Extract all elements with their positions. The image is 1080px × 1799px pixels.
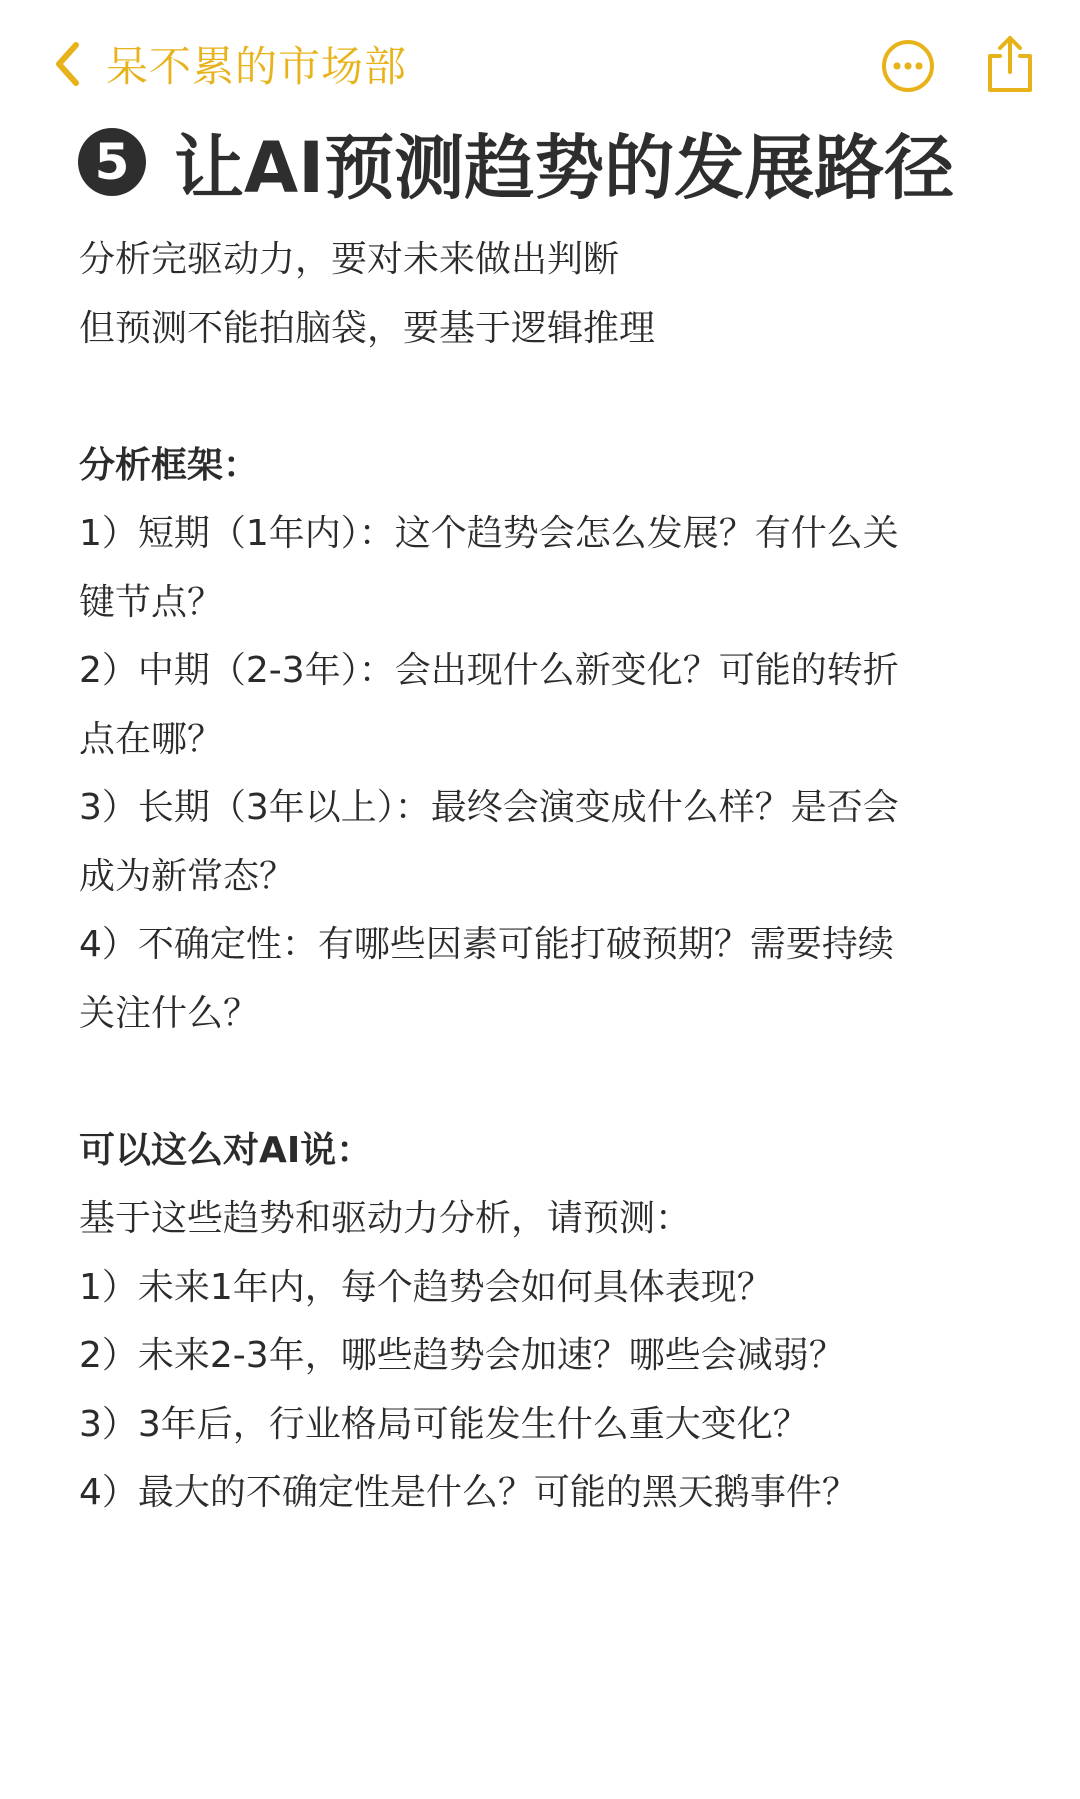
prompt-line: 4）最大的不确定性是什么？可能的黑天鹅事件？ xyxy=(79,1472,858,1513)
step-number-badge: 5 xyxy=(78,128,146,196)
more-button[interactable] xyxy=(880,38,936,94)
note-title xyxy=(78,118,955,209)
prompt-line: 基于这些趋势和驱动力分析，请预测： xyxy=(79,1198,692,1239)
blank-line xyxy=(79,363,1019,432)
framework-line: 成为新常态？ xyxy=(79,855,296,897)
framework-line: 点在哪？ xyxy=(79,718,224,760)
back-button[interactable] xyxy=(54,36,407,92)
prompt-line: 3）3年后，行业格局可能发生什么重大变化？ xyxy=(79,1403,809,1445)
framework-line: 1）短期（1年内）：这个趋势会怎么发展？有什么关 xyxy=(79,513,899,554)
prompt-line: 1）未来1年内，每个趋势会如何具体表现？ xyxy=(79,1266,773,1308)
page-title: 让AI预测趋势的发展路径 xyxy=(174,126,955,209)
framework-line: 2）中期（2-3年）：会出现什么新变化？可能的转折 xyxy=(79,650,899,691)
intro-line: 分析完驱动力，要对未来做出判断 xyxy=(79,239,620,280)
share-icon xyxy=(985,79,1035,98)
top-nav-bar xyxy=(0,0,1080,130)
chevron-left-icon xyxy=(54,40,82,88)
framework-line: 关注什么？ xyxy=(79,992,260,1034)
framework-line: 键节点？ xyxy=(79,581,224,623)
blank-line xyxy=(79,1048,1019,1117)
note-body xyxy=(79,226,1019,1528)
intro-line: 但预测不能拍脑袋，要基于逻辑推理 xyxy=(79,307,656,349)
more-horizontal-circle-icon xyxy=(880,79,936,98)
framework-line: 3）长期（3年以上）：最终会演变成什么样？是否会 xyxy=(79,787,899,828)
back-label: 呆不累的市场部 xyxy=(106,42,408,91)
prompt-heading: 可以这么对AI说： xyxy=(79,1129,373,1171)
share-button[interactable] xyxy=(985,34,1035,94)
framework-heading: 分析框架： xyxy=(79,444,260,486)
framework-line: 4）不确定性：有哪些因素可能打破预期？需要持续 xyxy=(79,924,894,965)
prompt-line: 2）未来2-3年，哪些趋势会加速？哪些会减弱？ xyxy=(79,1335,845,1376)
